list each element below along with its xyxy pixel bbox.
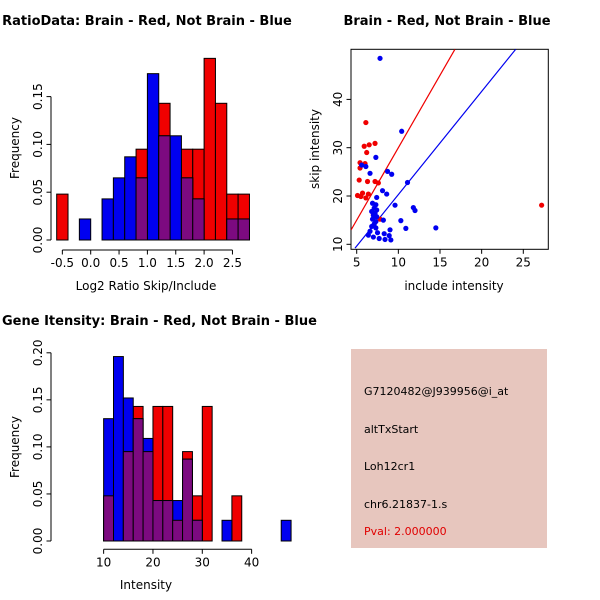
- ratio-histogram-title: RatioData: Brain - Red, Not Brain - Blue: [2, 14, 292, 29]
- intensity-scatter-ylabel: skip intensity: [308, 109, 322, 189]
- svg-text:10: 10: [95, 555, 112, 570]
- svg-text:0.05: 0.05: [31, 480, 45, 508]
- panel-ratio-histogram: [0, 0, 300, 300]
- svg-text:0.20: 0.20: [31, 339, 45, 367]
- event-type-text: altTxStart: [364, 423, 419, 436]
- intensity-scatter-xlabel: include intensity: [404, 279, 504, 293]
- svg-text:40: 40: [331, 91, 345, 108]
- svg-text:0.15: 0.15: [31, 386, 45, 414]
- svg-text:5: 5: [352, 255, 361, 270]
- ratio-histogram-xlabel: Log2 Ratio Skip/Include: [75, 279, 217, 293]
- gene-intensity-histogram-ylabel: Frequency: [8, 416, 22, 478]
- svg-text:30: 30: [331, 140, 345, 156]
- svg-text:20: 20: [331, 188, 345, 204]
- svg-text:0.05: 0.05: [31, 178, 45, 206]
- svg-text:0.10: 0.10: [31, 433, 45, 461]
- panel-gene-intensity-histogram: [0, 300, 317, 600]
- svg-text:40: 40: [243, 555, 260, 570]
- intensity-scatter-plot: [300, 0, 600, 300]
- svg-text:1.5: 1.5: [166, 256, 186, 270]
- svg-text:20: 20: [474, 255, 490, 270]
- ratio-histogram-plot: [0, 0, 300, 300]
- intensity-scatter-title: Brain - Red, Not Brain - Blue: [343, 14, 551, 29]
- gene-intensity-histogram-xlabel: Intensity: [119, 578, 173, 592]
- svg-text:15: 15: [432, 255, 448, 270]
- panel-gene-info: [300, 300, 600, 600]
- svg-text:0.00: 0.00: [31, 226, 45, 254]
- svg-text:2.0: 2.0: [194, 256, 214, 270]
- svg-text:30: 30: [194, 555, 210, 570]
- svg-text:1.0: 1.0: [137, 256, 157, 270]
- ratio-histogram-ylabel: Frequency: [8, 117, 22, 179]
- svg-text:0.10: 0.10: [31, 131, 45, 158]
- svg-text:0.15: 0.15: [31, 83, 45, 110]
- gene-intensity-histogram-title: Gene Itensity: Brain - Red, Not Brain - Blue: [2, 314, 317, 329]
- gene-intensity-histogram-plot: [0, 300, 317, 600]
- svg-text:0.5: 0.5: [109, 256, 129, 270]
- probe-id-text: G7120482@J939956@i_at: [364, 385, 509, 398]
- panel-intensity-scatter: [300, 0, 600, 300]
- svg-text:10: 10: [331, 236, 345, 252]
- svg-text:-0.5: -0.5: [50, 256, 75, 270]
- svg-text:20: 20: [145, 555, 161, 570]
- svg-text:10: 10: [390, 255, 406, 270]
- svg-text:0.00: 0.00: [31, 527, 45, 555]
- chromosome-text: chr6.21837-1.s: [364, 498, 448, 511]
- gene-name-text: Loh12cr1: [364, 460, 416, 473]
- pval-text: Pval: 2.000000: [364, 525, 447, 538]
- svg-text:25: 25: [515, 255, 531, 270]
- svg-text:0.0: 0.0: [81, 256, 101, 270]
- gene-info-box: [351, 349, 547, 548]
- svg-text:2.5: 2.5: [222, 256, 242, 270]
